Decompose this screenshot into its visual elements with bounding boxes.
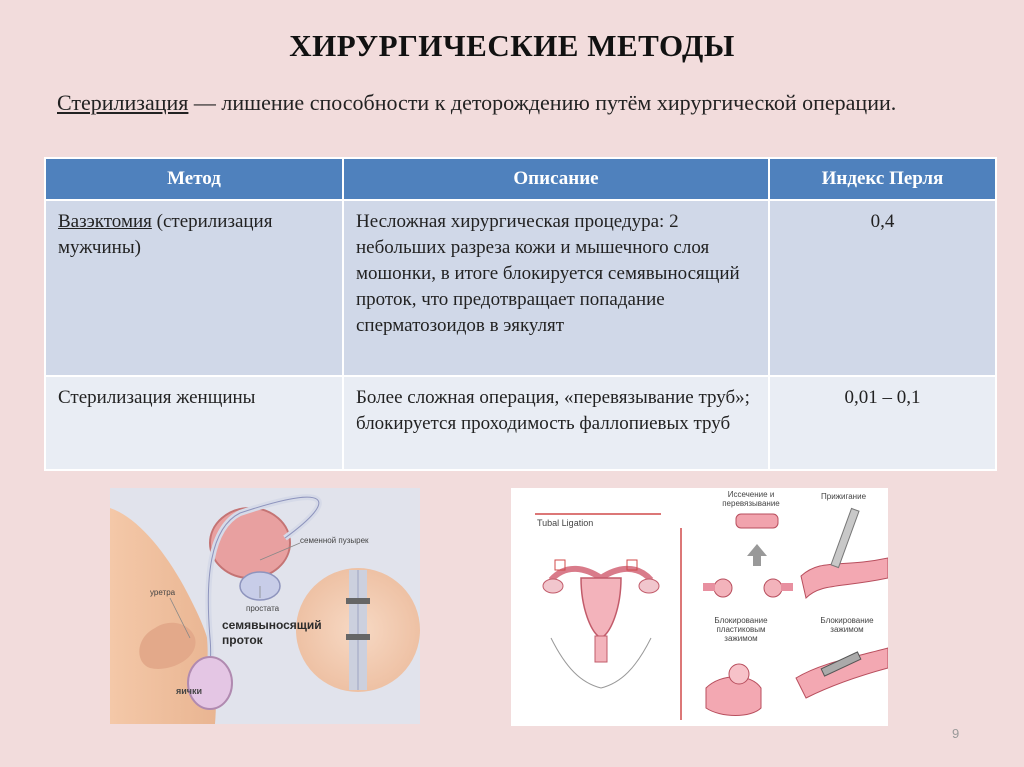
label-plastic-clip-1: Блокирование <box>714 616 768 625</box>
table-header-row <box>45 158 996 200</box>
label-prostate: простата <box>246 604 280 613</box>
cell-pearl-index: 0,01 – 0,1 <box>769 376 996 470</box>
label-tubal-ligation: Tubal Ligation <box>537 518 594 528</box>
label-urethra: уретра <box>150 588 176 597</box>
method-vasectomy-note: (стерилизация мужчины) <box>58 211 273 258</box>
cell-description: Несложная хирургическая процедура: 2 небольших разреза кожи и мышечного слоя мошонки, в итоге блокируется семявыносящий проток, что предотвращает попадание сперматозоидов в эякулят <box>343 200 769 376</box>
label-excision-1: Иссечение и <box>727 490 775 499</box>
label-vas-deferens-2: проток <box>222 633 263 647</box>
slide-title: ХИРУРГИЧЕСКИЕ МЕТОДЫ <box>289 28 735 63</box>
methods-table <box>44 157 997 471</box>
label-excision-2: перевязывание <box>722 499 780 508</box>
definition-text <box>57 88 957 118</box>
table-row <box>45 376 996 470</box>
label-cautery: Прижигание <box>821 492 867 501</box>
label-seminal-vesicle: семенной пузырек <box>300 536 369 545</box>
label-metal-clip-1: Блокирование <box>820 616 874 625</box>
label-vas-deferens-1: семявыносящий <box>222 618 322 632</box>
cell-description: Более сложная операция, «перевязывание труб»; блокируется проходимость фаллопиевых труб <box>343 376 769 470</box>
header-pearl-index: Индекс Перля <box>769 158 996 200</box>
header-method: Метод <box>45 158 343 200</box>
label-plastic-clip-3: зажимом <box>724 634 758 643</box>
label-testicles: яички <box>176 686 203 696</box>
cell-pearl-index: 0,4 <box>769 200 996 376</box>
cell-method <box>45 200 343 376</box>
tubal-ligation-illustration <box>511 488 888 726</box>
cell-method: Стерилизация женщины <box>45 376 343 470</box>
label-plastic-clip-2: пластиковым <box>716 625 766 634</box>
definition-body: — лишение способности к деторождению путём хирургической операции. <box>188 90 897 115</box>
header-description: Описание <box>343 158 769 200</box>
method-vasectomy: Вазэктомия <box>58 211 152 232</box>
vasectomy-illustration <box>110 488 420 724</box>
page-number: 9 <box>952 726 960 741</box>
definition-term: Стерилизация <box>57 90 189 115</box>
table-row <box>45 200 996 376</box>
label-metal-clip-2: зажимом <box>830 625 864 634</box>
